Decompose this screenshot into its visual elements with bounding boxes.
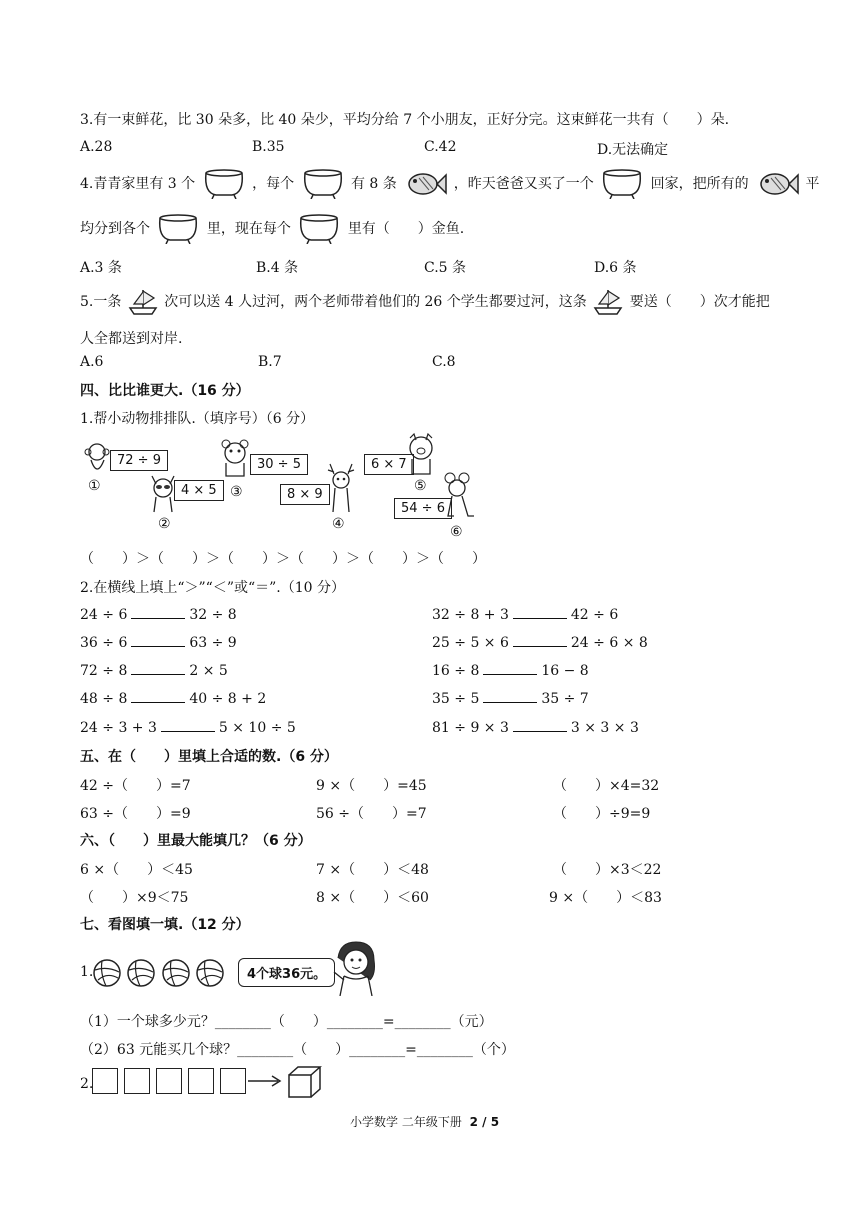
answer-line[interactable]	[483, 690, 537, 703]
compare-row: 35 ÷ 5 35 ÷ 7	[432, 691, 589, 707]
goldfish-icon	[403, 169, 447, 199]
animal-card-3: 30 ÷ 5	[250, 454, 308, 475]
fill-item: 63 ÷（ ）=9	[80, 806, 191, 822]
section4-sub1: 1.帮小动物排排队.（填序号）（6 分）	[80, 411, 315, 427]
answer-line[interactable]	[513, 719, 567, 732]
volleyball-icon	[195, 958, 225, 988]
section5-title: 五、在（ ）里填上合适的数.（6 分）	[80, 749, 338, 765]
q3-option-b: B.35	[252, 139, 285, 155]
animal-card-4: 8 × 9	[280, 484, 330, 505]
compare-row: 48 ÷ 8 40 ÷ 8 + 2	[80, 691, 267, 707]
answer-line[interactable]	[483, 662, 537, 675]
squares-row	[92, 1068, 252, 1094]
mouse-icon	[440, 472, 476, 528]
fill-item: （ ）×4=32	[553, 778, 660, 794]
fill-item: （ ）÷9=9	[553, 806, 651, 822]
q7-1-number: 1.	[80, 964, 94, 980]
fishbowl-icon	[297, 214, 341, 244]
q3-stem: 3.有一束鲜花，比 30 朵多，比 40 朵少，平均分给 7 个小朋友，正好分完。这束鲜花一共有（ ）朵.	[80, 112, 730, 128]
answer-line[interactable]	[161, 719, 215, 732]
q4-line2	[80, 211, 464, 247]
q5-part1: 5.一条	[80, 294, 122, 310]
q7-1-line2: （2）63 元能买几个球？________（ ）________=________（个）	[80, 1042, 515, 1058]
q4-option-d: D.6 条	[594, 260, 637, 276]
fishbowl-icon	[202, 169, 246, 199]
square-shape	[124, 1068, 150, 1094]
q4-part4: ，昨天爸爸又买了一个	[453, 176, 594, 192]
square-shape	[220, 1068, 246, 1094]
compare-row: 24 ÷ 3 + 3 5 × 10 ÷ 5	[80, 720, 296, 736]
monkey-icon	[84, 442, 110, 482]
q4-option-c: C.5 条	[424, 260, 467, 276]
square-shape	[156, 1068, 182, 1094]
q5-option-c: C.8	[432, 354, 456, 370]
q4-option-a: A.3 条	[80, 260, 122, 276]
footer-subject: 小学数学 二年级下册	[350, 1115, 462, 1129]
fill-item: 42 ÷（ ）=7	[80, 778, 191, 794]
volleyball-icon	[126, 958, 156, 988]
square-shape	[188, 1068, 214, 1094]
q4-line1	[80, 166, 820, 202]
q5-line1	[80, 286, 770, 318]
compare-row: 72 ÷ 8 2 × 5	[80, 663, 228, 679]
animal-label-5: ⑤	[414, 478, 427, 494]
animal-card-5: 6 × 7	[364, 454, 414, 475]
footer-page: 2 / 5	[469, 1115, 500, 1129]
fishbowl-icon	[156, 214, 200, 244]
volleyball-icon	[161, 958, 191, 988]
compare-row: 81 ÷ 9 × 3 3 × 3 × 3	[432, 720, 639, 736]
animal-label-2: ②	[158, 516, 171, 532]
order-line: （ ）＞（ ）＞（ ）＞（ ）＞（ ）＞（ ）	[80, 551, 486, 567]
compare-row: 16 ÷ 8 16 − 8	[432, 663, 589, 679]
compare-row: 25 ÷ 5 × 6 24 ÷ 6 × 8	[432, 635, 648, 651]
q3-option-a: A.28	[80, 139, 113, 155]
bubble-text: 4个球36元。	[247, 967, 327, 982]
girl-icon	[330, 940, 380, 996]
max-item: （ ）×9＜75	[80, 890, 189, 906]
q4-part5: 回家，把所有的	[650, 176, 749, 192]
q4-part2: ，每个	[252, 176, 295, 192]
compare-row: 32 ÷ 8 + 3 42 ÷ 6	[432, 607, 619, 623]
q4-line2a: 均分到各个	[80, 221, 150, 237]
q5-line2: 人全都送到对岸.	[80, 331, 183, 347]
animal-card-6: 54 ÷ 6	[394, 498, 452, 519]
speech-bubble	[238, 958, 335, 987]
q4-part6: 平	[805, 176, 820, 192]
q5-part2: 次可以送 4 人过河，两个老师带着他们的 26 个学生都要过河，这条	[164, 294, 587, 310]
arrow-right-icon	[248, 1074, 282, 1088]
section4-title: 四、比比谁更大.（16 分）	[80, 383, 250, 399]
compare-row: 36 ÷ 6 63 ÷ 9	[80, 635, 237, 651]
q4-part1: 4.青青家里有 3 个	[80, 176, 196, 192]
page-footer	[350, 1113, 499, 1130]
answer-line[interactable]	[131, 634, 185, 647]
deer-icon	[324, 462, 358, 516]
fishbowl-icon	[600, 169, 644, 199]
boat-icon	[128, 288, 158, 316]
q5-option-a: A.6	[80, 354, 104, 370]
compare-row: 24 ÷ 6 32 ÷ 8	[80, 607, 237, 623]
fishbowl-icon	[301, 169, 345, 199]
max-item: 7 ×（ ）＜48	[316, 862, 429, 878]
q3-option-c: C.42	[424, 139, 457, 155]
q4-line2c: 里有（ ）金鱼.	[347, 221, 465, 237]
q5-option-b: B.7	[258, 354, 282, 370]
animal-label-1: ①	[88, 478, 101, 494]
q3-option-d: D.无法确定	[597, 142, 669, 158]
volleyball-icon	[92, 958, 122, 988]
bear-icon	[220, 438, 250, 478]
animal-label-4: ④	[332, 516, 345, 532]
fill-item: 56 ÷（ ）=7	[316, 806, 427, 822]
fill-item: 9 ×（ ）=45	[316, 778, 427, 794]
max-item: 8 ×（ ）＜60	[316, 890, 429, 906]
section7-title: 七、看图填一填.（12 分）	[80, 917, 250, 933]
answer-line[interactable]	[131, 662, 185, 675]
answer-line[interactable]	[131, 606, 185, 619]
answer-line[interactable]	[131, 690, 185, 703]
answer-line[interactable]	[513, 606, 567, 619]
goldfish-icon	[755, 169, 799, 199]
q7-1-line1: （1）一个球多少元？________（ ）________=________（元）	[80, 1014, 493, 1030]
animal-card-1: 72 ÷ 9	[110, 450, 168, 471]
max-item: 6 ×（ ）＜45	[80, 862, 193, 878]
section4-sub2: 2.在横线上填上“＞”“＜”或“＝”.（10 分）	[80, 580, 346, 596]
q4-line2b: 里，现在每个	[206, 221, 291, 237]
section6-title: 六、（ ）里最大能填几？（6 分）	[80, 833, 312, 849]
max-item: （ ）×3＜22	[553, 862, 662, 878]
pig-icon	[404, 432, 438, 476]
q4-option-b: B.4 条	[256, 260, 299, 276]
max-item: 9 ×（ ）＜83	[549, 890, 662, 906]
cube-icon	[288, 1066, 322, 1098]
square-shape	[92, 1068, 118, 1094]
animal-card-2: 4 × 5	[174, 480, 224, 501]
balls-group	[92, 958, 225, 992]
animal-illustration	[78, 432, 478, 544]
answer-line[interactable]	[513, 634, 567, 647]
boat-icon	[593, 288, 623, 316]
animal-label-3: ③	[230, 484, 243, 500]
q4-part3: 有 8 条	[350, 176, 397, 192]
q7-2-number: 2.	[80, 1076, 94, 1092]
animal-label-6: ⑥	[450, 524, 463, 540]
q5-part3: 要送（ ）次才能把	[629, 294, 770, 310]
